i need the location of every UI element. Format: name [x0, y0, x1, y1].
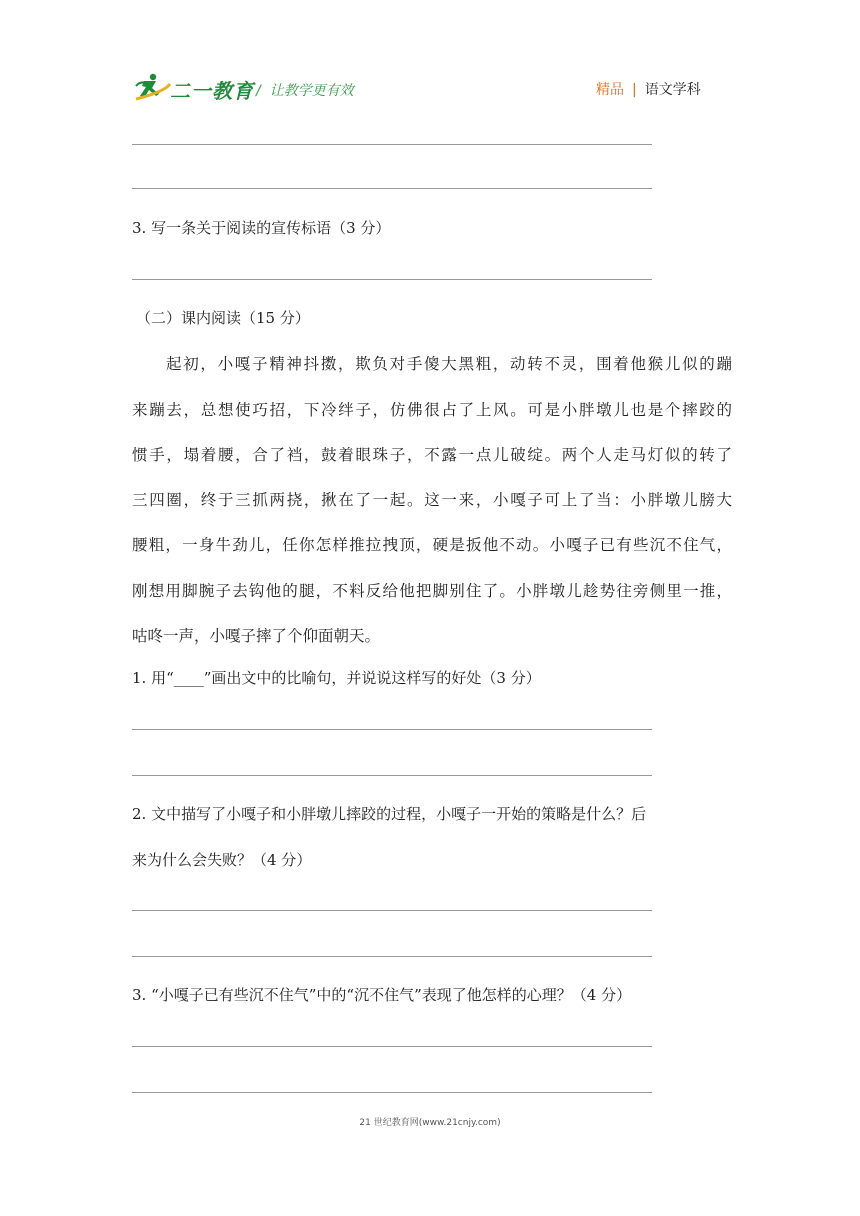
passage-line: 来蹦去，总想使巧招，下冷绊子，仿佛很占了上风。可是小胖墩儿也是个摔跤的 — [132, 401, 732, 419]
answer-line — [132, 144, 652, 145]
passage-line: 刚想用脚腕子去钩他的腿，不料反给他把脚别住了。小胖墩儿趁势往旁侧里一推， — [132, 582, 732, 600]
answer-line — [132, 910, 652, 911]
answer-line — [132, 729, 652, 730]
subject-label: 语文学科 — [644, 82, 701, 98]
answer-line — [132, 775, 652, 776]
answer-line — [132, 1046, 652, 1047]
passage-line: 三四圈，终于三抓两挠，揪在了一起。这一来，小嘎子可上了当：小胖墩儿膀大 — [132, 491, 732, 509]
passage-line: 腰粗，一身牛劲儿，任你怎样推拉拽顶，硬是扳他不动。小嘎子已有些沉不住气， — [132, 536, 732, 554]
question-2-line1: 2. 文中描写了小嘎子和小胖墩儿摔跤的过程，小嘎子一开始的策略是什么？后 — [132, 805, 647, 823]
slogan-text: 让教学更有效 — [269, 83, 354, 99]
question-2-line2: 来为什么会失败？（4 分） — [132, 851, 312, 869]
section-title: （二）课内阅读（15 分） — [136, 309, 310, 327]
question-3-slogan: 3. 写一条关于阅读的宣传标语（3 分） — [132, 219, 391, 237]
answer-line — [132, 1092, 652, 1093]
quality-label: 精品 — [596, 82, 624, 98]
passage-line: 惯手，塌着腰，合了裆，鼓着眼珠子，不露一点儿破绽。两个人走马灯似的转了 — [132, 446, 732, 464]
passage-line: 咕咚一声，小嘎子摔了个仰面朝天。 — [132, 627, 381, 645]
passage-line: 起初，小嘎子精神抖擞，欺负对手傻大黑粗，动转不灵，围着他猴儿似的蹦 — [166, 355, 732, 373]
header-subject — [596, 79, 701, 99]
answer-line — [132, 956, 652, 957]
answer-line — [132, 188, 652, 189]
question-3: 3. “小嘎子已有些沉不住气”中的“沉不住气”表现了他怎样的心理？（4 分） — [132, 986, 632, 1004]
header-slogan: / 让教学更有效 — [256, 83, 354, 99]
page-footer: 21 世纪教育网(www.21cnjy.com) — [359, 1118, 501, 1128]
header-separator: | — [632, 82, 637, 98]
answer-line — [132, 279, 652, 280]
logo-text: 二一教育 — [170, 79, 254, 103]
page-header — [0, 0, 860, 110]
question-1: 1. 用“____”画出文中的比喻句，并说说这样写的好处（3 分） — [132, 669, 541, 687]
